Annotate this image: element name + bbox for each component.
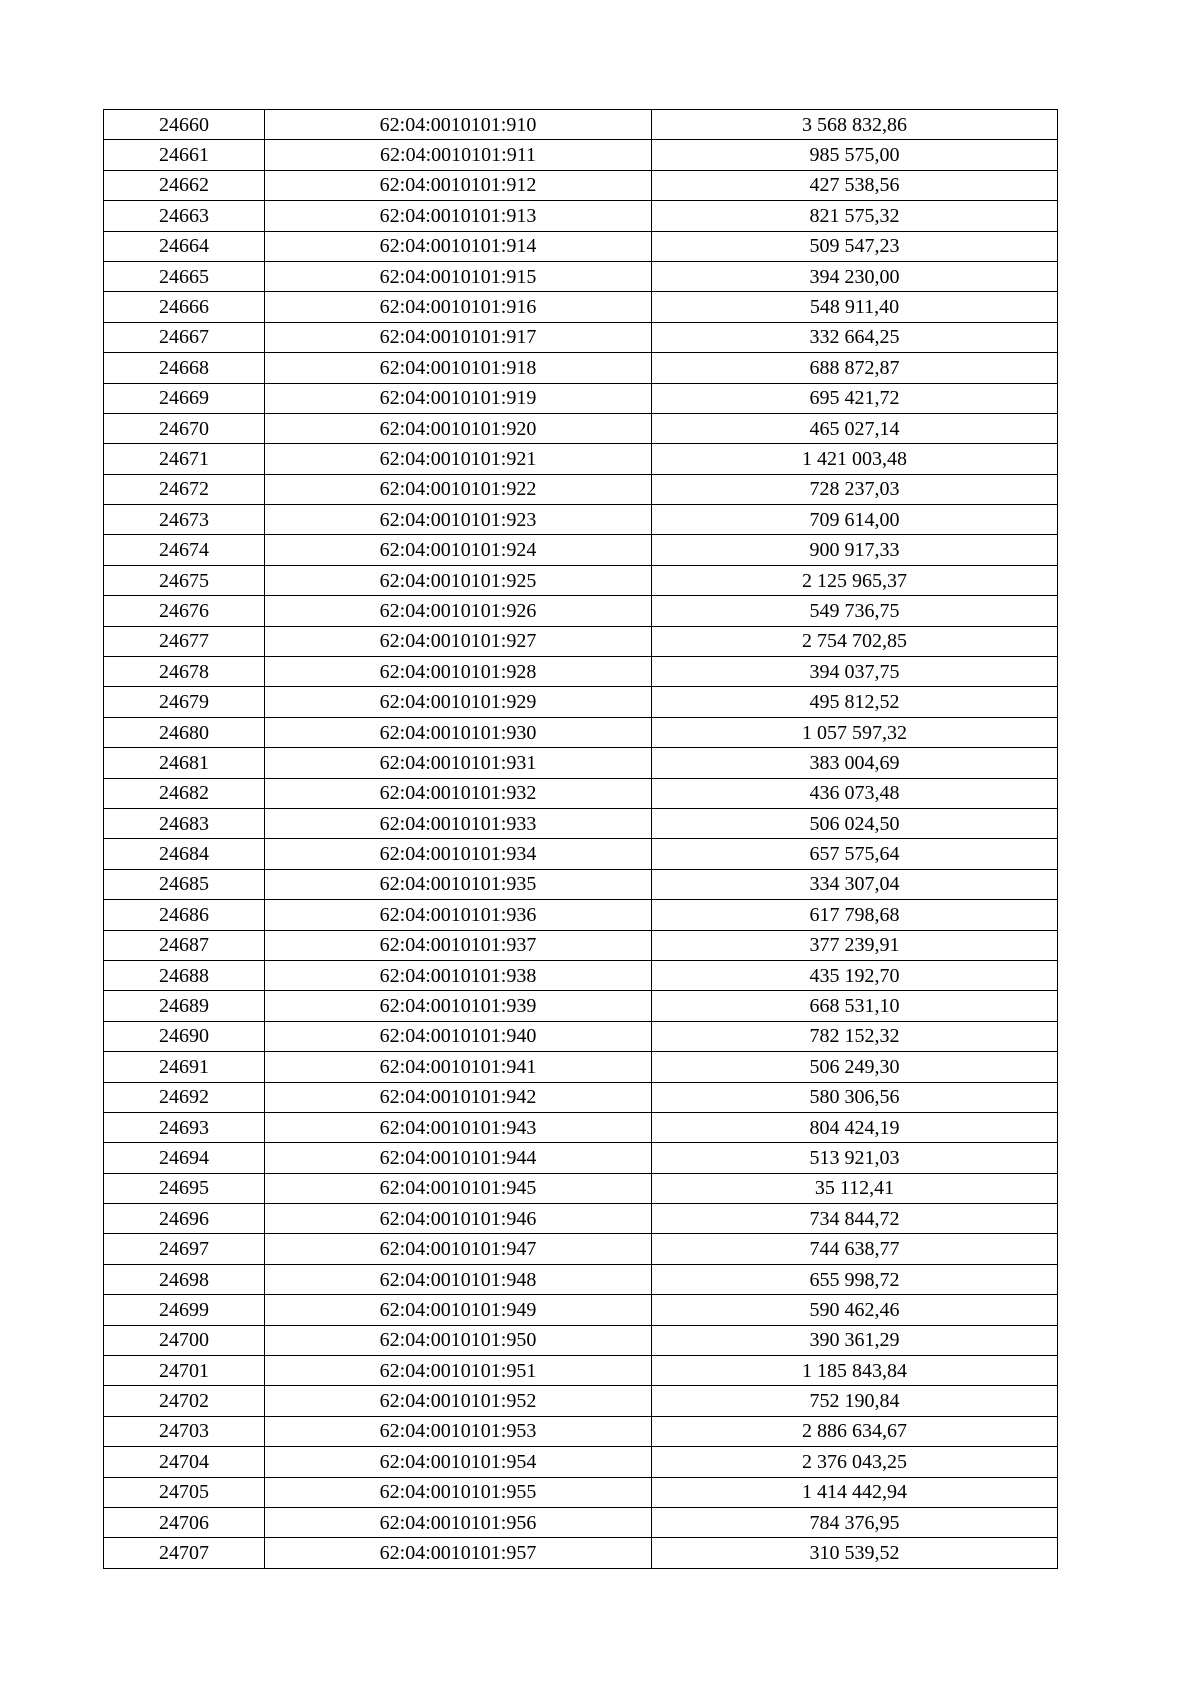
cadastral-number-cell: 62:04:0010101:942 — [265, 1082, 652, 1112]
cadastral-value-cell: 900 917,33 — [652, 535, 1058, 565]
cadastral-number-cell: 62:04:0010101:941 — [265, 1052, 652, 1082]
cadastral-number-cell: 62:04:0010101:951 — [265, 1356, 652, 1386]
cadastral-value-cell: 688 872,87 — [652, 353, 1058, 383]
cadastral-value-cell: 617 798,68 — [652, 900, 1058, 930]
cadastral-number-cell: 62:04:0010101:945 — [265, 1173, 652, 1203]
row-number-cell: 24692 — [104, 1082, 265, 1112]
cadastral-value-cell: 334 307,04 — [652, 869, 1058, 899]
cadastral-value-cell: 390 361,29 — [652, 1325, 1058, 1355]
table-row — [104, 565, 1058, 595]
cadastral-value-cell: 394 037,75 — [652, 657, 1058, 687]
cadastral-value-cell: 580 306,56 — [652, 1082, 1058, 1112]
cadastral-number-cell: 62:04:0010101:929 — [265, 687, 652, 717]
cadastral-number-cell: 62:04:0010101:933 — [265, 808, 652, 838]
table-row — [104, 960, 1058, 990]
cadastral-value-cell: 394 230,00 — [652, 261, 1058, 291]
cadastral-value-cell: 506 249,30 — [652, 1052, 1058, 1082]
cadastral-number-cell: 62:04:0010101:928 — [265, 657, 652, 687]
row-number-cell: 24661 — [104, 140, 265, 170]
cadastral-value-cell: 985 575,00 — [652, 140, 1058, 170]
table-row — [104, 231, 1058, 261]
cadastral-value-cell: 435 192,70 — [652, 960, 1058, 990]
cadastral-value-cell: 752 190,84 — [652, 1386, 1058, 1416]
table-row — [104, 748, 1058, 778]
table-row — [104, 1112, 1058, 1142]
table-body — [104, 110, 1058, 1569]
row-number-cell: 24674 — [104, 535, 265, 565]
row-number-cell: 24680 — [104, 717, 265, 747]
table-row — [104, 170, 1058, 200]
row-number-cell: 24703 — [104, 1416, 265, 1446]
cadastral-number-cell: 62:04:0010101:935 — [265, 869, 652, 899]
row-number-cell: 24665 — [104, 261, 265, 291]
table-row — [104, 1416, 1058, 1446]
table-row — [104, 930, 1058, 960]
cadastral-number-cell: 62:04:0010101:938 — [265, 960, 652, 990]
cadastral-number-cell: 62:04:0010101:955 — [265, 1477, 652, 1507]
row-number-cell: 24691 — [104, 1052, 265, 1082]
row-number-cell: 24707 — [104, 1538, 265, 1568]
cadastral-number-cell: 62:04:0010101:950 — [265, 1325, 652, 1355]
row-number-cell: 24666 — [104, 292, 265, 322]
table-row — [104, 444, 1058, 474]
cadastral-number-cell: 62:04:0010101:954 — [265, 1447, 652, 1477]
table-row — [104, 717, 1058, 747]
cadastral-value-cell: 821 575,32 — [652, 201, 1058, 231]
table-row — [104, 1325, 1058, 1355]
table-row — [104, 778, 1058, 808]
table-row — [104, 201, 1058, 231]
cadastral-value-cell: 549 736,75 — [652, 596, 1058, 626]
row-number-cell: 24681 — [104, 748, 265, 778]
table-row — [104, 383, 1058, 413]
table-row — [104, 110, 1058, 140]
table-row — [104, 1021, 1058, 1051]
row-number-cell: 24704 — [104, 1447, 265, 1477]
table-row — [104, 140, 1058, 170]
cadastral-value-cell: 784 376,95 — [652, 1507, 1058, 1537]
row-number-cell: 24693 — [104, 1112, 265, 1142]
row-number-cell: 24686 — [104, 900, 265, 930]
cadastral-value-cell: 782 152,32 — [652, 1021, 1058, 1051]
cadastral-value-cell: 1 414 442,94 — [652, 1477, 1058, 1507]
cadastral-number-cell: 62:04:0010101:916 — [265, 292, 652, 322]
cadastral-value-cell: 427 538,56 — [652, 170, 1058, 200]
cadastral-value-cell: 513 921,03 — [652, 1143, 1058, 1173]
cadastral-number-cell: 62:04:0010101:930 — [265, 717, 652, 747]
cadastral-number-cell: 62:04:0010101:934 — [265, 839, 652, 869]
table-row — [104, 900, 1058, 930]
cadastral-number-cell: 62:04:0010101:924 — [265, 535, 652, 565]
cadastral-value-cell: 3 568 832,86 — [652, 110, 1058, 140]
cadastral-value-cell: 377 239,91 — [652, 930, 1058, 960]
table-row — [104, 1234, 1058, 1264]
cadastral-value-cell: 728 237,03 — [652, 474, 1058, 504]
row-number-cell: 24663 — [104, 201, 265, 231]
cadastral-number-cell: 62:04:0010101:957 — [265, 1538, 652, 1568]
cadastral-value-cell: 495 812,52 — [652, 687, 1058, 717]
cadastral-number-cell: 62:04:0010101:947 — [265, 1234, 652, 1264]
table-row — [104, 626, 1058, 656]
cadastral-number-cell: 62:04:0010101:921 — [265, 444, 652, 474]
table-row — [104, 505, 1058, 535]
row-number-cell: 24676 — [104, 596, 265, 626]
row-number-cell: 24701 — [104, 1356, 265, 1386]
row-number-cell: 24675 — [104, 565, 265, 595]
cadastral-value-cell: 657 575,64 — [652, 839, 1058, 869]
cadastral-number-cell: 62:04:0010101:946 — [265, 1204, 652, 1234]
cadastral-value-cell: 310 539,52 — [652, 1538, 1058, 1568]
cadastral-value-cell: 804 424,19 — [652, 1112, 1058, 1142]
cadastral-value-cell: 332 664,25 — [652, 322, 1058, 352]
cadastral-value-cell: 744 638,77 — [652, 1234, 1058, 1264]
cadastral-value-cell: 1 421 003,48 — [652, 444, 1058, 474]
table-row — [104, 1386, 1058, 1416]
cadastral-number-cell: 62:04:0010101:919 — [265, 383, 652, 413]
cadastral-number-cell: 62:04:0010101:948 — [265, 1264, 652, 1294]
cadastral-number-cell: 62:04:0010101:953 — [265, 1416, 652, 1446]
table-row — [104, 1143, 1058, 1173]
cadastral-number-cell: 62:04:0010101:915 — [265, 261, 652, 291]
row-number-cell: 24688 — [104, 960, 265, 990]
cadastral-number-cell: 62:04:0010101:932 — [265, 778, 652, 808]
cadastral-value-cell: 465 027,14 — [652, 413, 1058, 443]
cadastral-number-cell: 62:04:0010101:949 — [265, 1295, 652, 1325]
cadastral-number-cell: 62:04:0010101:926 — [265, 596, 652, 626]
table-row — [104, 1204, 1058, 1234]
table-row — [104, 261, 1058, 291]
row-number-cell: 24702 — [104, 1386, 265, 1416]
table-row — [104, 991, 1058, 1021]
cadastral-number-cell: 62:04:0010101:922 — [265, 474, 652, 504]
row-number-cell: 24671 — [104, 444, 265, 474]
table-row — [104, 1264, 1058, 1294]
cadastral-number-cell: 62:04:0010101:940 — [265, 1021, 652, 1051]
cadastral-number-cell: 62:04:0010101:944 — [265, 1143, 652, 1173]
table-row — [104, 1356, 1058, 1386]
row-number-cell: 24672 — [104, 474, 265, 504]
row-number-cell: 24698 — [104, 1264, 265, 1294]
table-row — [104, 1538, 1058, 1568]
table-row — [104, 413, 1058, 443]
row-number-cell: 24668 — [104, 353, 265, 383]
cadastral-number-cell: 62:04:0010101:956 — [265, 1507, 652, 1537]
table-row — [104, 1173, 1058, 1203]
cadastral-value-cell: 668 531,10 — [652, 991, 1058, 1021]
row-number-cell: 24700 — [104, 1325, 265, 1355]
table-row — [104, 1447, 1058, 1477]
cadastral-number-cell: 62:04:0010101:925 — [265, 565, 652, 595]
cadastral-value-cell: 2 886 634,67 — [652, 1416, 1058, 1446]
cadastral-number-cell: 62:04:0010101:931 — [265, 748, 652, 778]
row-number-cell: 24670 — [104, 413, 265, 443]
table-row — [104, 839, 1058, 869]
row-number-cell: 24660 — [104, 110, 265, 140]
row-number-cell: 24706 — [104, 1507, 265, 1537]
table-row — [104, 657, 1058, 687]
table-row — [104, 353, 1058, 383]
row-number-cell: 24690 — [104, 1021, 265, 1051]
table-row — [104, 474, 1058, 504]
cadastral-value-cell: 734 844,72 — [652, 1204, 1058, 1234]
cadastral-number-cell: 62:04:0010101:923 — [265, 505, 652, 535]
row-number-cell: 24696 — [104, 1204, 265, 1234]
row-number-cell: 24683 — [104, 808, 265, 838]
cadastral-number-cell: 62:04:0010101:920 — [265, 413, 652, 443]
row-number-cell: 24662 — [104, 170, 265, 200]
cadastral-number-cell: 62:04:0010101:914 — [265, 231, 652, 261]
row-number-cell: 24678 — [104, 657, 265, 687]
cadastral-value-cell: 2 376 043,25 — [652, 1447, 1058, 1477]
cadastral-number-cell: 62:04:0010101:911 — [265, 140, 652, 170]
row-number-cell: 24705 — [104, 1477, 265, 1507]
table-row — [104, 1082, 1058, 1112]
row-number-cell: 24685 — [104, 869, 265, 899]
cadastral-number-cell: 62:04:0010101:910 — [265, 110, 652, 140]
cadastral-value-cell: 383 004,69 — [652, 748, 1058, 778]
row-number-cell: 24684 — [104, 839, 265, 869]
table-row — [104, 808, 1058, 838]
row-number-cell: 24697 — [104, 1234, 265, 1264]
cadastral-value-cell: 509 547,23 — [652, 231, 1058, 261]
row-number-cell: 24677 — [104, 626, 265, 656]
cadastral-value-cell: 655 998,72 — [652, 1264, 1058, 1294]
cadastral-value-cell: 548 911,40 — [652, 292, 1058, 322]
cadastral-value-table — [103, 109, 1058, 1569]
cadastral-number-cell: 62:04:0010101:912 — [265, 170, 652, 200]
cadastral-value-cell: 2 125 965,37 — [652, 565, 1058, 595]
table-row — [104, 322, 1058, 352]
table-row — [104, 869, 1058, 899]
cadastral-value-cell: 1 057 597,32 — [652, 717, 1058, 747]
cadastral-value-cell: 709 614,00 — [652, 505, 1058, 535]
table-row — [104, 1507, 1058, 1537]
cadastral-number-cell: 62:04:0010101:936 — [265, 900, 652, 930]
table-row — [104, 535, 1058, 565]
cadastral-value-cell: 2 754 702,85 — [652, 626, 1058, 656]
cadastral-number-cell: 62:04:0010101:937 — [265, 930, 652, 960]
table-row — [104, 292, 1058, 322]
table-row — [104, 596, 1058, 626]
row-number-cell: 24664 — [104, 231, 265, 261]
cadastral-number-cell: 62:04:0010101:939 — [265, 991, 652, 1021]
table-row — [104, 1052, 1058, 1082]
cadastral-value-cell: 506 024,50 — [652, 808, 1058, 838]
row-number-cell: 24669 — [104, 383, 265, 413]
cadastral-value-cell: 35 112,41 — [652, 1173, 1058, 1203]
cadastral-number-cell: 62:04:0010101:943 — [265, 1112, 652, 1142]
row-number-cell: 24667 — [104, 322, 265, 352]
row-number-cell: 24682 — [104, 778, 265, 808]
cadastral-number-cell: 62:04:0010101:918 — [265, 353, 652, 383]
row-number-cell: 24695 — [104, 1173, 265, 1203]
row-number-cell: 24689 — [104, 991, 265, 1021]
cadastral-number-cell: 62:04:0010101:927 — [265, 626, 652, 656]
row-number-cell: 24687 — [104, 930, 265, 960]
cadastral-value-cell: 590 462,46 — [652, 1295, 1058, 1325]
table-row — [104, 687, 1058, 717]
table-row — [104, 1477, 1058, 1507]
cadastral-value-cell: 436 073,48 — [652, 778, 1058, 808]
cadastral-number-cell: 62:04:0010101:913 — [265, 201, 652, 231]
row-number-cell: 24694 — [104, 1143, 265, 1173]
cadastral-number-cell: 62:04:0010101:952 — [265, 1386, 652, 1416]
cadastral-number-cell: 62:04:0010101:917 — [265, 322, 652, 352]
row-number-cell: 24673 — [104, 505, 265, 535]
cadastral-value-cell: 1 185 843,84 — [652, 1356, 1058, 1386]
cadastral-value-cell: 695 421,72 — [652, 383, 1058, 413]
row-number-cell: 24699 — [104, 1295, 265, 1325]
row-number-cell: 24679 — [104, 687, 265, 717]
table-row — [104, 1295, 1058, 1325]
